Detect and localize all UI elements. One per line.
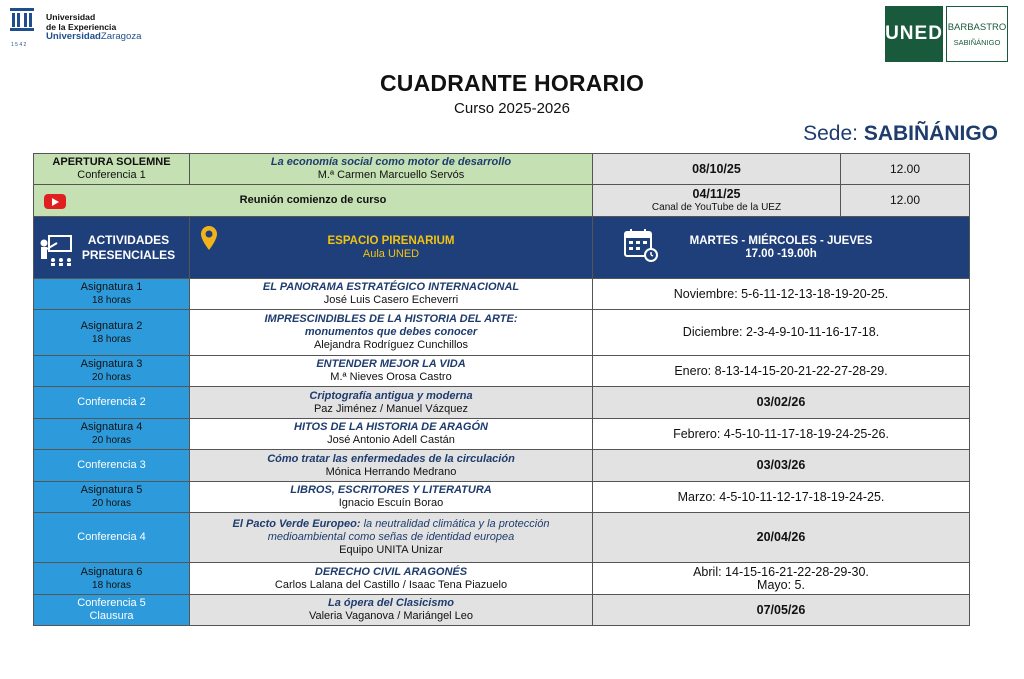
table-row [34, 563, 970, 595]
row-schedule: Abril: 14-15-16-21-22-28-29-30. [693, 564, 869, 579]
row-topic-cell [190, 279, 593, 310]
row-title: IMPRESCINDIBLES DE LA HISTORIA DEL ARTE: [264, 313, 518, 325]
row-schedule: Febrero: 4-5-10-11-17-18-19-24-25-26. [593, 419, 970, 450]
row-label-cell [34, 595, 190, 626]
row-label: Asignatura 6 [80, 565, 143, 578]
row-schedule: Noviembre: 5-6-11-12-13-18-19-20-25. [593, 279, 970, 310]
row-date: 07/05/26 [593, 595, 970, 626]
row-speaker: Ignacio Escuín Borao [338, 497, 444, 509]
opening-speaker: M.ª Carmen Marcuello Servós [317, 169, 465, 181]
row-topic-cell [190, 563, 593, 595]
row-title: DERECHO CIVIL ARAGONÉS [314, 565, 468, 578]
row-label-cell [34, 279, 190, 310]
university-crest-icon [8, 6, 36, 42]
row-title-rest: la neutralidad climática y la protección [360, 518, 550, 530]
row-label: Asignatura 5 [80, 484, 143, 496]
meeting-title: Reunión comienzo de curso [239, 194, 387, 206]
days-header-cell [593, 217, 970, 279]
row-schedule: Diciembre: 2-3-4-9-10-11-16-17-18. [593, 310, 970, 356]
logo-line1: Universidad [46, 12, 96, 22]
table-row [34, 513, 970, 563]
row-speaker: Mónica Herrando Medrano [325, 465, 457, 478]
sede-heading [803, 122, 998, 146]
section-header-row [34, 217, 970, 279]
page-subtitle: Curso 2025-2026 [454, 100, 570, 117]
row-schedule: Enero: 8-13-14-15-20-21-22-27-28-29. [593, 356, 970, 387]
row-title: La ópera del Clasicismo [328, 597, 454, 609]
row-topic-cell [190, 595, 593, 626]
row-schedule: Marzo: 4-5-10-11-12-17-18-19-24-25. [593, 482, 970, 513]
row-title: HITOS DE LA HISTORIA DE ARAGÓN [294, 421, 488, 433]
meeting-time: 12.00 [841, 185, 970, 217]
uned-mark: UNED [885, 6, 943, 62]
row-title-line2: medioambiental como señas de identidad europea [267, 531, 515, 543]
table-row [34, 387, 970, 419]
venue-title: ESPACIO PIRENARIUM [327, 234, 455, 247]
meeting-row [34, 185, 970, 217]
row-title: Criptografía antigua y moderna [309, 389, 473, 402]
row-topic-cell [190, 450, 593, 482]
table-row [34, 595, 970, 626]
activities-header: ACTIVIDADES PRESENCIALES [81, 232, 176, 262]
row-topic-cell [190, 482, 593, 513]
days-header: MARTES - MIÉRCOLES - JUEVES [689, 234, 873, 247]
venue-header-cell [190, 217, 593, 279]
table-row [34, 310, 970, 356]
row-label-cell [34, 419, 190, 450]
activities-header-cell [34, 217, 190, 279]
meeting-date: 04/11/25 [692, 186, 741, 201]
row-date: 03/02/26 [593, 387, 970, 419]
row-label-cell [34, 482, 190, 513]
row-title-bold: El Pacto Verde Europeo: [232, 518, 361, 530]
row-label: Conferencia 3 [34, 450, 190, 482]
youtube-icon[interactable] [44, 194, 66, 209]
row-label: Asignatura 2 [80, 319, 143, 332]
table-row [34, 279, 970, 310]
uned-sede-line2: SABIÑÁNIGO [953, 37, 1001, 47]
row-topic-cell [190, 310, 593, 356]
row-title: EL PANORAMA ESTRATÉGICO INTERNACIONAL [262, 281, 520, 293]
row-label-cell [34, 310, 190, 356]
row-date: 03/03/26 [593, 450, 970, 482]
opening-title: La economía social como motor de desarrollo [270, 156, 512, 168]
opening-label: APERTURA SOLEMNE [52, 156, 171, 168]
row-speaker: Equipo UNITA Unizar [339, 544, 443, 556]
crest-year: 1 5 4 2 [11, 42, 27, 48]
opening-time: 12.00 [841, 154, 970, 185]
row-speaker: José Antonio Adell Castán [327, 434, 455, 446]
row-speaker: Valeria Vaganova / Mariángel Leo [308, 610, 474, 622]
row-title-line2: monumentos que debes conocer [304, 326, 478, 338]
row-label: Conferencia 2 [34, 387, 190, 419]
row-title: LIBROS, ESCRITORES Y LITERATURA [290, 484, 492, 496]
row-sublabel: 18 horas [92, 295, 131, 306]
row-title: Cómo tratar las enfermedades de la circulación [267, 452, 515, 465]
table-row [34, 356, 970, 387]
meeting-cell [34, 185, 593, 217]
row-sublabel: 20 horas [92, 498, 131, 509]
logo-line2: de la Experiencia [46, 22, 117, 32]
row-speaker: Paz Jiménez / Manuel Vázquez [313, 402, 469, 415]
uned-logo [885, 6, 1008, 62]
universidad-experiencia-logo [8, 6, 142, 48]
row-sublabel: 18 horas [92, 333, 131, 345]
logo-line3-normal: Zaragoza [100, 31, 142, 42]
row-label: Asignatura 4 [80, 421, 143, 433]
opening-topic-cell [190, 154, 593, 185]
schedule-table [33, 153, 970, 626]
row-schedule-line2: Mayo: 5. [757, 577, 805, 592]
venue-sub: Aula UNED [362, 247, 420, 260]
row-sublabel: Clausura [89, 610, 134, 622]
row-label-cell [34, 356, 190, 387]
meeting-channel[interactable]: Canal de YouTube de la UEZ [651, 201, 782, 213]
row-topic-cell [190, 419, 593, 450]
row-label: Conferencia 5 [77, 597, 146, 609]
opening-label-cell [34, 154, 190, 185]
row-label: Conferencia 4 [34, 513, 190, 563]
row-label: Asignatura 1 [80, 281, 143, 293]
opening-row [34, 154, 970, 185]
row-speaker: Alejandra Rodríguez Cunchillos [313, 339, 469, 351]
opening-sublabel: Conferencia 1 [77, 169, 146, 181]
row-speaker: M.ª Nieves Orosa Castro [330, 371, 452, 383]
sede-label: Sede: [803, 122, 858, 145]
meeting-date-cell [593, 185, 841, 217]
uned-sede-line1: BARBASTRO [947, 21, 1007, 33]
row-title: ENTENDER MEJOR LA VIDA [316, 358, 466, 370]
calendar-clock-icon [623, 227, 659, 263]
row-schedule-cell [593, 563, 970, 595]
row-sublabel: 18 horas [92, 579, 131, 591]
page-title: CUADRANTE HORARIO [379, 70, 645, 96]
logo-line3-bold: Universidad [46, 31, 101, 42]
row-label: Asignatura 3 [80, 358, 143, 370]
row-speaker: José Luis Casero Echeverri [323, 294, 459, 306]
row-speaker: Carlos Lalana del Castillo / Isaac Tena Piazuelo [274, 578, 508, 591]
row-label-cell [34, 563, 190, 595]
table-row [34, 419, 970, 450]
row-date: 20/04/26 [593, 513, 970, 563]
teacher-icon [37, 235, 73, 267]
hours-header: 17.00 -19.00h [745, 247, 817, 260]
row-topic-cell [190, 387, 593, 419]
table-row [34, 450, 970, 482]
row-topic-cell [190, 356, 593, 387]
opening-date: 08/10/25 [593, 154, 841, 185]
row-sublabel: 20 horas [92, 435, 131, 446]
row-topic-cell [190, 513, 593, 563]
row-sublabel: 20 horas [92, 372, 131, 383]
sede-name: SABIÑÁNIGO [863, 122, 998, 145]
uned-sede-box [946, 6, 1008, 62]
table-row [34, 482, 970, 513]
location-pin-icon [200, 225, 218, 251]
